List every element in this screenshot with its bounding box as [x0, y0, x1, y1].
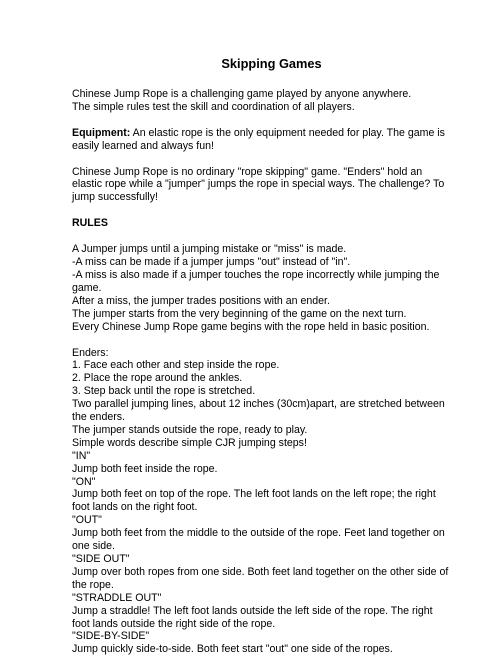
rules-paragraph	[72, 243, 471, 333]
rules-line: The jumper starts from the very beginning of the game on the next turn.	[72, 308, 471, 321]
enders-line: the enders.	[72, 411, 471, 424]
enders-line: 3. Step back until the rope is stretched.	[72, 385, 471, 398]
rules-line: Every Chinese Jump Rope game begins with the rope held in basic position.	[72, 321, 471, 334]
enders-line: "ON"	[72, 476, 471, 489]
enders-line: "SIDE-BY-SIDE"	[72, 630, 471, 643]
rules-line: game.	[72, 282, 471, 295]
equipment-line: easily learned and always fun!	[72, 140, 471, 153]
enders-line: one side.	[72, 540, 471, 553]
intro-paragraph	[72, 88, 471, 114]
description-line: elastic rope while a "jumper" jumps the rope in special ways. The challenge? To	[72, 178, 471, 191]
enders-line: Jump both feet on top of the rope. The left foot lands on the left rope; the right	[72, 488, 471, 501]
equipment-line	[72, 127, 471, 140]
enders-line: "STRADDLE OUT"	[72, 592, 471, 605]
intro-line: Chinese Jump Rope is a challenging game played by anyone anywhere.	[72, 88, 471, 101]
enders-line: foot lands on the right foot.	[72, 501, 471, 514]
description-line: Chinese Jump Rope is no ordinary "rope skipping" game. "Enders" hold an	[72, 166, 471, 179]
enders-line: Simple words describe simple CJR jumping steps!	[72, 437, 471, 450]
enders-line: the rope.	[72, 579, 471, 592]
enders-line: Jump both feet inside the rope.	[72, 463, 471, 476]
description-line: jump successfully!	[72, 191, 471, 204]
rules-line: After a miss, the jumper trades positions with an ender.	[72, 295, 471, 308]
rules-line: -A miss is also made if a jumper touches the rope incorrectly while jumping the	[72, 269, 471, 282]
enders-line: 2. Place the rope around the ankles.	[72, 372, 471, 385]
equipment-paragraph	[72, 127, 471, 153]
rules-line: A Jumper jumps until a jumping mistake or "miss" is made.	[72, 243, 471, 256]
enders-line: foot lands outside the right side of the rope.	[72, 618, 471, 631]
enders-line: "IN"	[72, 450, 471, 463]
enders-line: "SIDE OUT"	[72, 553, 471, 566]
enders-paragraph	[72, 347, 471, 656]
enders-line: Jump both feet from the middle to the outside of the rope. Feet land together on	[72, 527, 471, 540]
enders-line: 1. Face each other and step inside the rope.	[72, 359, 471, 372]
equipment-text: An elastic rope is the only equipment needed for play. The game is	[130, 127, 445, 139]
enders-line: Two parallel jumping lines, about 12 inches (30cm)apart, are stretched between	[72, 398, 471, 411]
equipment-label: Equipment:	[72, 127, 130, 139]
enders-line: Enders:	[72, 347, 471, 360]
description-paragraph	[72, 166, 471, 205]
rules-heading: RULES	[72, 217, 471, 230]
document-title: Skipping Games	[72, 58, 471, 71]
enders-line: Jump over both ropes from one side. Both feet land together on the other side of	[72, 566, 471, 579]
enders-line: Jump a straddle! The left foot lands outside the left side of the rope. The right	[72, 605, 471, 618]
rules-line: -A miss can be made if a jumper jumps "out" instead of "in".	[72, 256, 471, 269]
intro-line: The simple rules test the skill and coordination of all players.	[72, 101, 471, 114]
enders-line: The jumper stands outside the rope, ready to play.	[72, 424, 471, 437]
enders-line: "OUT"	[72, 514, 471, 527]
enders-line: Jump quickly side-to-side. Both feet start "out" one side of the ropes.	[72, 643, 471, 656]
